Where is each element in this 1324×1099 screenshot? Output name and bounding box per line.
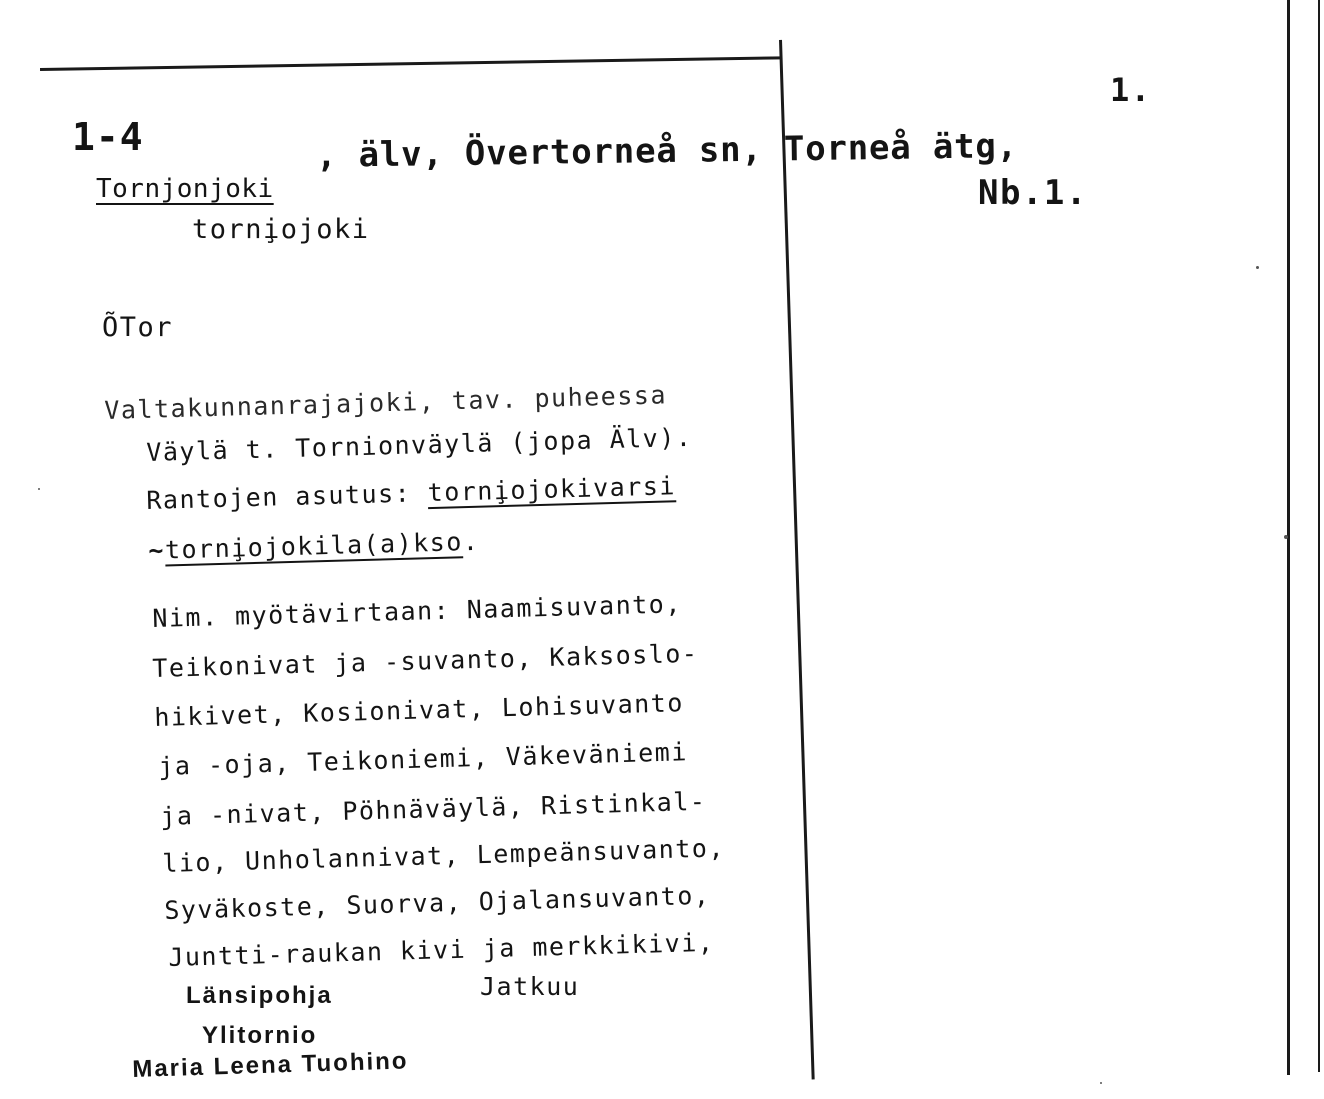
body-line-2: Väylä t. Tornionväylä (jopa Älv). bbox=[145, 422, 693, 467]
dash-prefix: ~ bbox=[148, 535, 166, 565]
header-location: , älv, Övertorneå sn, Torneå ätg, bbox=[315, 126, 1019, 176]
entry-range: 1-4 bbox=[72, 115, 144, 159]
right-edge-rule-2 bbox=[1318, 0, 1320, 1072]
stamp-municipality: Ylitornio bbox=[202, 1022, 318, 1049]
names-line-2: Teikonivat ja -suvanto, Kaksoslo- bbox=[151, 638, 699, 683]
card-number: 1. bbox=[1110, 71, 1152, 109]
settlement-term-1: torni̧ojokivarsi bbox=[427, 471, 677, 508]
headword: Tornjonjoki bbox=[96, 174, 274, 204]
settlement-label: Rantojen asutus: bbox=[146, 478, 429, 515]
term-period: . bbox=[462, 526, 480, 557]
scan-speck bbox=[1284, 535, 1288, 539]
names-line-6: lio, Unholannivat, Lempeänsuvanto, bbox=[161, 833, 726, 878]
names-line-8: Juntti-raukan kivi ja merkkikivi, bbox=[167, 927, 715, 972]
body-line-3 bbox=[146, 471, 676, 515]
names-line-1: Nim. myötävirtaan: Naamisuvanto, bbox=[151, 589, 683, 633]
stamp-region: Länsipohja bbox=[186, 982, 333, 1009]
column-divider bbox=[779, 40, 815, 1080]
names-line-5: ja -nivat, Pöhnäväylä, Ristinkal- bbox=[159, 786, 707, 831]
names-line-7: Syväkoste, Suorva, Ojalansuvanto, bbox=[163, 880, 711, 925]
settlement-term-2: torni̧ojokila(a)kso bbox=[164, 527, 464, 565]
names-line-4: ja -oja, Teikoniemi, Väkeväniemi bbox=[157, 737, 689, 781]
stamp-collector: Maria Leena Tuohino bbox=[131, 1047, 409, 1083]
body-line-4 bbox=[148, 527, 480, 565]
scan-speck bbox=[1100, 1082, 1102, 1084]
parish-code: ÕTor bbox=[102, 312, 174, 343]
header-reference: Nb.1. bbox=[978, 173, 1088, 213]
scan-speck bbox=[38, 488, 40, 490]
body-line-1: Valtakunnanrajajoki, tav. puheessa bbox=[103, 380, 668, 425]
pronunciation: torni̧ojoki bbox=[192, 214, 370, 245]
top-rule bbox=[40, 56, 782, 71]
scan-speck bbox=[1256, 266, 1259, 269]
names-line-3: hikivet, Kosionivat, Lohisuvanto bbox=[153, 688, 685, 732]
continues-label: Jatkuu bbox=[480, 972, 580, 1001]
